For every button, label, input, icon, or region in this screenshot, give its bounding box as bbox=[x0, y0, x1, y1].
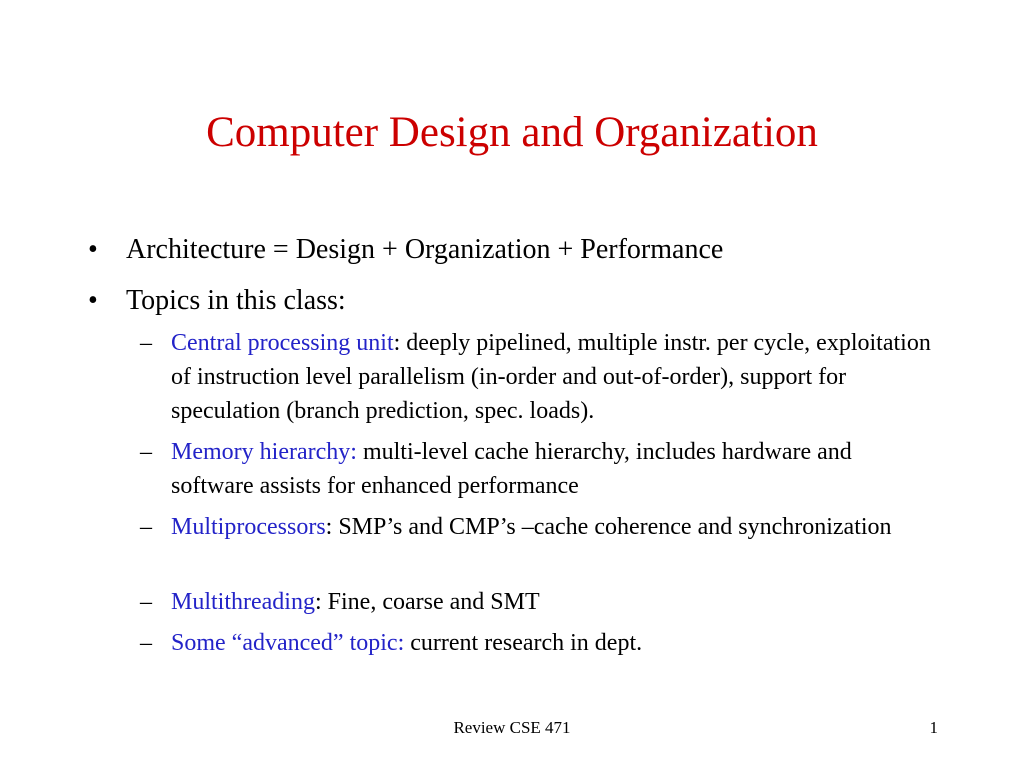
dash-icon: – bbox=[140, 330, 152, 356]
subitem-multiprocessors bbox=[140, 510, 940, 544]
subitem-cpu bbox=[140, 326, 940, 428]
subitem-text bbox=[171, 326, 940, 428]
dash-icon: – bbox=[140, 589, 152, 615]
subitem-body: : deeply pipelined, multiple instr. per cycle, exploitation of instruction level parallelism (in-order and out-of-order), support for speculation (branch prediction, spec. loads). bbox=[171, 330, 931, 424]
bullet-icon: • bbox=[88, 234, 98, 265]
subitem-body: multi-level cache hierarchy, includes hardware and software assists for enhanced performance bbox=[171, 439, 852, 499]
subitem-text bbox=[171, 510, 940, 544]
subitem-body: current research in dept. bbox=[404, 630, 643, 656]
bullet-icon: • bbox=[88, 285, 98, 316]
subitem-text bbox=[171, 435, 940, 503]
bullet-item-architecture bbox=[88, 233, 723, 267]
subitem-body: : SMP’s and CMP’s –cache coherence and synchronization bbox=[325, 514, 892, 540]
subitem-text bbox=[171, 626, 940, 660]
bullet-text: Architecture = Design + Organization + Performance bbox=[126, 234, 724, 265]
subitem-highlight: Central processing unit bbox=[171, 330, 394, 356]
dash-icon: – bbox=[140, 439, 152, 465]
subitem-multithreading bbox=[140, 585, 940, 619]
subitem-memory bbox=[140, 435, 940, 503]
dash-icon: – bbox=[140, 630, 152, 656]
slide-title: Computer Design and Organization bbox=[206, 109, 818, 156]
subitem-body: : Fine, coarse and SMT bbox=[314, 589, 540, 615]
subitem-text bbox=[171, 585, 940, 619]
bullet-text: Topics in this class: bbox=[126, 285, 346, 316]
subitem-highlight: Multithreading bbox=[171, 589, 315, 615]
slide-page-number: 1 bbox=[929, 718, 938, 737]
subitem-highlight: Memory hierarchy: bbox=[171, 439, 357, 465]
footer-course-label: Review CSE 471 bbox=[453, 718, 571, 737]
subitem-highlight: Some “advanced” topic: bbox=[171, 630, 405, 656]
subitem-advanced-topic bbox=[140, 626, 940, 660]
subitem-highlight: Multiprocessors bbox=[171, 514, 326, 540]
dash-icon: – bbox=[140, 514, 152, 540]
bullet-item-topics bbox=[88, 284, 346, 318]
